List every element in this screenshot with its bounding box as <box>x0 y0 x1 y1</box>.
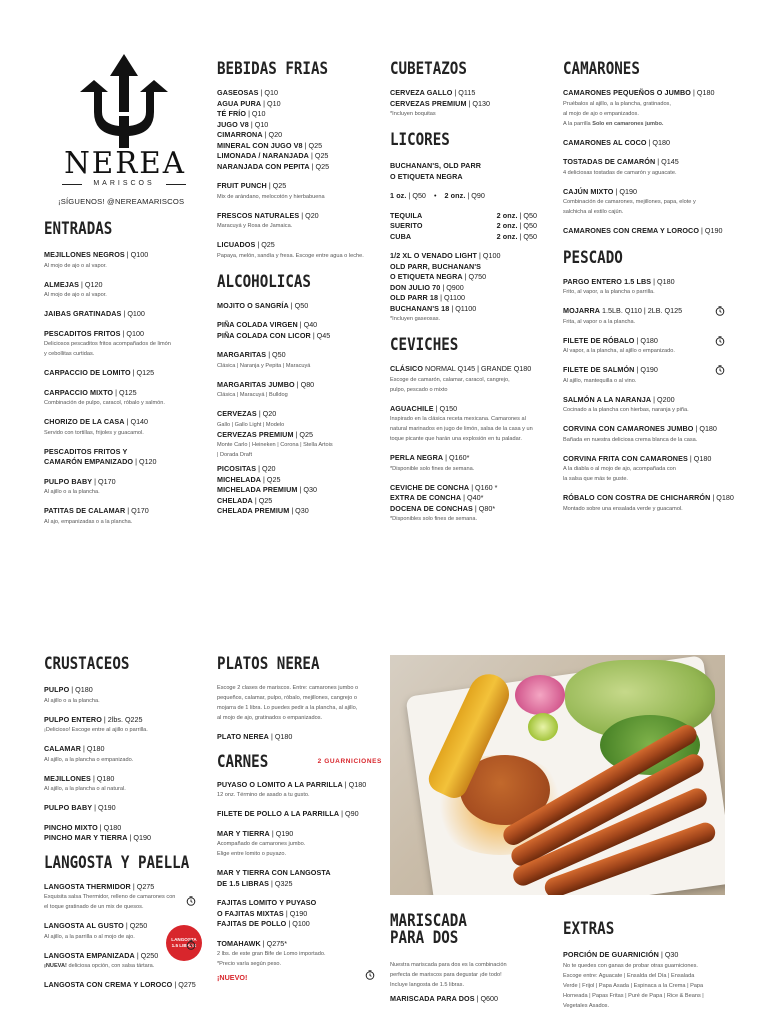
menu-item: FAJITAS LOMITO Y PUYASO <box>217 898 317 908</box>
menu-item: PUYASO O LOMITO A LA PARRILLA | Q180 <box>217 779 367 789</box>
item-desc: Mix de arándano, melocotón y hierbabuena <box>217 193 325 200</box>
menu-item: CHORIZO DE LA CASA | Q140 <box>44 417 149 427</box>
item-desc: Maracuyá y Rosa de Jamaica. <box>217 223 293 230</box>
item-desc: Pruébalos al ajillo, a la plancha, gratinados, <box>563 100 671 107</box>
spacer <box>44 468 204 477</box>
menu-item: FRESCOS NATURALES | Q20 <box>217 210 319 220</box>
spacer <box>44 814 204 823</box>
menu-item: DOCENA DE CONCHAS | Q80* <box>390 503 496 513</box>
menu-item: LANGOSTA AL GUSTO | Q250 <box>44 921 148 931</box>
menu-item: PINCHO MAR Y TIERRA | Q190 <box>44 833 151 843</box>
menu-item: CAMARONES PEQUEÑOS O JUMBO | Q180 <box>563 88 715 98</box>
menu-item: FRUIT PUNCH | Q25 <box>217 181 287 191</box>
lime-image <box>528 713 558 741</box>
menu-item: OLD PARR, BUCHANAN'S <box>390 261 482 271</box>
item-desc: natural marinados en jugo de limón, salsa de la casa y un <box>390 426 533 433</box>
spacer <box>563 445 733 454</box>
menu-item: CERVEZA GALLO | Q115 <box>390 88 476 98</box>
spacer <box>44 527 204 536</box>
menu-item: OLD PARR 18 | Q1100 <box>390 293 466 303</box>
item-desc: No te quedes con ganas de probar otras guarniciones. <box>563 962 698 969</box>
item-desc: ¡Delicioso! Escoge entre al ajillo o parrilla. <box>44 727 148 734</box>
item-desc: Al ajillo, a la plancha o al natural. <box>44 786 126 793</box>
shot-row: SUERITO 2 onz. | Q50 <box>390 221 537 231</box>
licores-line: O ETIQUETA NEGRA <box>390 171 463 181</box>
menu-item: FILETE DE POLLO A LA PARRILLA | Q90 <box>217 809 359 819</box>
spacer <box>44 320 204 329</box>
menu-item: PULPO BABY | Q170 <box>44 476 116 486</box>
item-desc: A la diabla o al mojo de ajo, acompañada con <box>563 466 676 473</box>
pescado-item <box>563 395 733 416</box>
spacer <box>44 735 204 744</box>
menu-item: PATITAS DE CALAMAR | Q170 <box>44 506 149 516</box>
dish-photo <box>390 655 725 895</box>
item-desc: Cocinado a la plancha con hierbas, naranja y piña. <box>563 407 689 414</box>
pescado-title: PESCADO <box>563 247 623 267</box>
menu-item: MARGARITAS JUMBO | Q80 <box>217 379 315 389</box>
item-desc: Nuestra mariscada para dos es la combinación <box>390 962 507 968</box>
menu-item: CIMARRONA | Q20 <box>217 130 283 140</box>
menu-item: GASEOSAS | Q10 <box>217 88 278 98</box>
entradas-title: ENTRADAS <box>44 219 113 238</box>
mariscada-section <box>390 912 555 1005</box>
item-desc: Servido con tortillas, frijoles y guacamol. <box>44 429 144 436</box>
menu-item: NARANJADA CON PEPITA | Q25 <box>217 161 330 171</box>
menu-item: CHELADA PREMIUM | Q30 <box>217 506 309 516</box>
menu-item: CAMARONES CON CREMA Y LOROCO | Q190 <box>563 226 723 236</box>
extras-title: EXTRAS <box>563 919 615 938</box>
item-desc: | Dorada Draft <box>217 452 253 459</box>
item-desc: al mojo de ajo o empanizados. <box>563 110 639 117</box>
item-desc: Elige entre lomito o puyazo. <box>217 851 287 858</box>
shot-row: TEQUILA 2 onz. | Q50 <box>390 210 537 220</box>
item-desc: 2 lbs. de este gran Bife de Lomo importado. <box>217 951 326 958</box>
item-desc: Escoge entre: Aguacate | Ensalda del Día | Ensalada <box>563 972 695 979</box>
menu-item: JUGO V8 | Q10 <box>217 119 269 129</box>
menu-item: TÉ FRÍO | Q10 <box>217 109 266 119</box>
pescado-list <box>563 277 733 523</box>
item-desc: el toque gratinado de un mix de quesos. <box>44 904 144 911</box>
spacer <box>563 514 733 523</box>
menu-item: LANGOSTA CON CREMA Y LOROCO | Q275 <box>44 980 196 990</box>
menu-item: CALAMAR | Q180 <box>44 744 105 754</box>
clock-icon <box>186 940 196 950</box>
spacer <box>44 300 204 309</box>
menu-item: FILETE DE SALMÓN | Q190 <box>563 365 658 375</box>
item-desc: A la parrilla Solo en camarones jumbo. <box>563 120 664 127</box>
item-desc: Incluye langosta de 1.5 libras. <box>390 982 465 988</box>
menu-item: DON JULIO 70 | Q900 <box>390 282 464 292</box>
menu-item: AGUA PURA | Q10 <box>217 98 281 108</box>
menu-item: BUCHANAN'S 18 | Q1100 <box>390 303 477 313</box>
menu-item: EXTRA DE CONCHA | Q40* <box>390 493 484 503</box>
menu-item: SALMÓN A LA NARANJA | Q200 <box>563 394 675 404</box>
menu-item: JAIBAS GRATINADAS | Q100 <box>44 309 145 319</box>
entradas-list <box>44 250 204 536</box>
menu-item: CARPACCIO DE LOMITO | Q125 <box>44 368 155 378</box>
item-desc: salchicha al estilo cajún. <box>563 209 624 216</box>
menu-item: MEJILLONES NEGROS | Q100 <box>44 250 149 260</box>
shots-list <box>390 211 555 243</box>
menu-item: TOMAHAWK | Q275* <box>217 938 288 948</box>
menu-item: FILETE DE RÓBALO | Q180 <box>563 335 658 345</box>
item-desc: 4 deliciosas tostadas de camarón y aguacate. <box>563 169 677 176</box>
item-desc: *Precio varía según peso. <box>217 961 282 968</box>
menu-item: CHELADA | Q25 <box>217 495 273 505</box>
cubetazos-title: CUBETAZOS <box>390 59 467 78</box>
menu-item: MOJARRA 1.5LB. Q110 | 2LB. Q125 <box>563 306 683 316</box>
menu-item: LIMONADA / NARANJADA | Q25 <box>217 151 329 161</box>
menu-item: FAJITAS DE POLLO | Q100 <box>217 919 310 929</box>
menu-item: MOJITO O SANGRÍA | Q50 <box>217 300 309 310</box>
item-desc: Al ajillo, a la plancha o empanizado. <box>44 756 134 763</box>
menu-item: PINCHO MIXTO | Q180 <box>44 822 122 832</box>
langosta-badge: LANGOSTA 1.5 LIBRAS <box>166 925 202 961</box>
item-desc: Escoge 2 clases de mariscos. Entre: camarones jumbo o <box>217 685 359 692</box>
item-desc: ¡NUEVA! deliciosa opción, con salsa tártara. <box>44 963 155 970</box>
item-desc: Frito, al vapor, a la plancha o parrilla. <box>563 289 655 296</box>
item-desc: Al ajillo, mantequilla o al vino. <box>563 377 637 384</box>
item-desc: Gallo | Gallo Light | Modelo <box>217 421 285 428</box>
item-desc: Verde | Frijol | Papa Asada | Espinaca a la Crema | Papa <box>563 982 704 989</box>
item-note: *Disponibles solo fines de semana. <box>390 516 478 523</box>
menu-item: CEVICHE DE CONCHA | Q160 * <box>390 482 498 492</box>
spacer <box>44 765 204 774</box>
brand-subtitle: MARISCOS <box>62 180 186 187</box>
menu-item: AGUACHILE | Q150 <box>390 403 458 413</box>
bebidas-list <box>217 88 382 172</box>
pescado-item <box>563 493 733 514</box>
brand-name: NEREA <box>64 146 186 181</box>
spacer <box>563 297 733 306</box>
item-desc: y cebollitas curtidas. <box>44 351 95 358</box>
menu-item: PICOSITAS | Q20 <box>217 464 276 474</box>
item-desc: pequeños, calamar, pulpo, róbalo, mejillones, cangrejo o <box>217 695 357 702</box>
clock-icon <box>365 970 375 980</box>
menu-item: CAMARONES AL COCO | Q180 <box>563 137 671 147</box>
menu-item: PULPO | Q180 <box>44 685 93 695</box>
menu-item: CLÁSICO NORMAL Q145 | GRANDE Q180 <box>390 364 532 374</box>
clock-icon <box>715 365 725 375</box>
menu-item: MICHELADA PREMIUM | Q30 <box>217 485 317 495</box>
picositas-list <box>217 464 382 517</box>
menu-item: PULPO BABY | Q190 <box>44 803 116 813</box>
menu-item: LANGOSTA THERMIDOR | Q275 <box>44 881 155 891</box>
item-desc: Al mojo de ajo o al vapor. <box>44 262 107 269</box>
menu-item: CERVEZAS PREMIUM | Q25 <box>217 429 313 439</box>
item-desc: Combinación de camarones, mejillones, papa, elote y <box>563 199 696 206</box>
menu-item: CERVEZAS PREMIUM | Q130 <box>390 98 490 108</box>
menu-item: PIÑA COLADA VIRGEN | Q40 <box>217 320 318 330</box>
menu-item: PLATO NEREA | Q180 <box>217 732 293 742</box>
spacer <box>44 497 204 506</box>
menu-item: LANGOSTA EMPANIZADA | Q250 <box>44 950 159 960</box>
licores-oz: 1 oz. | Q50 • 2 onz. | Q90 <box>390 191 485 201</box>
menu-item: PIÑA COLADA CON LICOR | Q45 <box>217 330 331 340</box>
item-desc: Acompañado de camarones jumbo. <box>217 841 306 848</box>
menu-item: MAR Y TIERRA CON LANGOSTA <box>217 868 331 878</box>
item-desc: Al ajillo o a la plancha. <box>44 489 100 496</box>
spacer <box>563 356 733 365</box>
item-desc: Montado sobre una ensalada verde y guacamol. <box>563 505 683 512</box>
item-desc: Bañada en nuestra deliciosa crema blanca de la casa. <box>563 436 698 443</box>
menu-item: MAR Y TIERRA | Q190 <box>217 828 294 838</box>
spacer <box>44 379 204 388</box>
social-handle: ¡SÍGUENOS! @NEREAMARISCOS <box>58 197 185 206</box>
menu-item: CERVEZAS | Q20 <box>217 409 277 419</box>
menu-item: ALMEJAS | Q120 <box>44 279 103 289</box>
item-desc: Clásica | Maracuyá | Bulldog <box>217 392 288 399</box>
menu-item: CAMARÓN EMPANIZADO | Q120 <box>44 457 157 467</box>
menu-item: PESCADITOS FRITOS | Q100 <box>44 328 144 338</box>
item-note: *Incluyen gaseosas. <box>390 316 441 323</box>
item-desc: Frita, al vapor o a la plancha. <box>563 318 636 325</box>
menu-item: 1/2 XL O VENADO LIGHT | Q100 <box>390 251 501 261</box>
carnes-title: CARNES <box>217 751 269 771</box>
menu-item: MARISCADA PARA DOS | Q600 <box>390 994 499 1003</box>
item-desc: Monte Carlo | Heineken | Corona | Stella Artois <box>217 442 333 449</box>
item-desc: la salsa que más te guste. <box>563 476 628 483</box>
pescado-item <box>563 277 733 298</box>
pescado-item <box>563 336 733 357</box>
pescado-item <box>563 365 733 386</box>
menu-item: PORCIÓN DE GUARNICIÓN | Q30 <box>563 950 679 960</box>
pescado-item <box>563 306 733 327</box>
spacer <box>563 484 733 493</box>
item-note: *Disponible solo fines de semana. <box>390 465 475 472</box>
spacer <box>44 271 204 280</box>
item-desc: Combinación de pulpo, caracol, róbalo y salmón. <box>44 400 165 407</box>
menu-item: CORVINA CON CAMARONES JUMBO | Q180 <box>563 424 717 434</box>
clock-icon <box>186 896 196 906</box>
crustaceos-title: CRUSTACEOS <box>44 654 130 673</box>
spacer <box>44 359 204 368</box>
item-desc: mojarra de 1 libra. Lo puedes pedir a la plancha, al ajillo, <box>217 705 358 712</box>
item-desc: Escoge de camarón, calamar, caracol, cangrejo, <box>390 376 510 383</box>
spacer <box>44 794 204 803</box>
nuevo-label: ¡NUEVO! <box>217 973 248 983</box>
item-desc: pulpo, pescado o mixto <box>390 386 448 393</box>
bebidas-title: BEBIDAS FRIAS <box>217 59 329 78</box>
menu-item: PARGO ENTERO 1.5 LBS | Q180 <box>563 276 675 286</box>
item-desc: Clásica | Naranja y Pepita | Maracuyá <box>217 362 311 369</box>
menu-item: PULPO ENTERO | 2lbs. Q225 <box>44 714 143 724</box>
item-desc: Horneada | Papas Fritas | Puré de Papa | Rice & Beans | <box>563 992 704 999</box>
cubetazos-section <box>390 60 555 524</box>
item-desc: Al vapor, a la plancha, al ajillo o empanizado. <box>563 348 675 355</box>
item-desc: Papaya, melón, sandía y fresa. Escoge entre agua o leche. <box>217 252 364 259</box>
menu-item: MINERAL CON JUGO V8 | Q25 <box>217 140 323 150</box>
trident-logo-icon <box>58 52 190 152</box>
menu-item: CARPACCIO MIXTO | Q125 <box>44 387 137 397</box>
clock-icon <box>715 306 725 316</box>
clock-icon <box>715 336 725 346</box>
item-desc: toque picante que harán una explosión en tu paladar. <box>390 436 522 443</box>
item-desc: Al ajillo, a la parrilla o al mojo de ajo. <box>44 933 135 940</box>
menu-item: CORVINA FRITA CON CAMARONES | Q180 <box>563 453 712 463</box>
menu-item: TOSTADAS DE CAMARÓN | Q145 <box>563 157 679 167</box>
mariscada-title: MARISCADA PARA DOS <box>390 911 467 947</box>
menu-item: MICHELADA | Q25 <box>217 474 281 484</box>
menu-item: PERLA NEGRA | Q160* <box>390 453 470 463</box>
menu-item: MARGARITAS | Q50 <box>217 350 286 360</box>
platos-section <box>217 655 382 984</box>
menu-item: O ETIQUETA NEGRA | Q750 <box>390 272 487 282</box>
menu-item: PESCADITOS FRITOS Y <box>44 446 128 456</box>
spacer <box>44 408 204 417</box>
item-desc: al mojo de ajo, gratinados o empanizados. <box>217 715 323 722</box>
item-desc: Exquisita salsa Thermidor, relleno de camarones con <box>44 894 176 901</box>
camarones-title: CAMARONES <box>563 59 640 78</box>
extras-section <box>563 920 733 1011</box>
menu-item: RÓBALO CON COSTRA DE CHICHARRÓN | Q180 <box>563 493 734 503</box>
menu-item: O FAJITAS MIXTAS | Q190 <box>217 908 308 918</box>
menu-item: LICUADOS | Q25 <box>217 240 275 250</box>
crustaceos-list <box>44 685 204 823</box>
item-desc: Al ajillo o a la plancha. <box>44 697 100 704</box>
spacer <box>563 415 733 424</box>
bebidas-section <box>217 60 382 517</box>
item-desc: Deliciosos pescaditos fritos acompañados de limón <box>44 341 171 348</box>
menu-item: MEJILLONES | Q180 <box>44 773 115 783</box>
spacer <box>44 438 204 447</box>
licores-line: BUCHANAN'S, OLD PARR <box>390 161 482 171</box>
spacer <box>563 386 733 395</box>
menu-item: DE 1.5 LIBRAS | Q325 <box>217 878 293 888</box>
item-desc: perfecta de mariscos para degustar ¡de todo! <box>390 972 502 978</box>
spacer <box>44 706 204 715</box>
alcoholicas-title: ALCOHOLICAS <box>217 271 311 291</box>
item-note: *Incluyen boquitas <box>390 111 436 118</box>
shot-row: CUBA 2 onz. | Q50 <box>390 231 537 241</box>
spacer <box>563 327 733 336</box>
onion-image <box>515 675 565 715</box>
item-desc: Al mojo de ajo o al vapor. <box>44 292 107 299</box>
pescado-item <box>563 454 733 485</box>
langosta-title: LANGOSTA Y PAELLA <box>44 852 190 872</box>
item-desc: Al ajo, empanizadas o a la plancha. <box>44 518 133 525</box>
item-desc: 12 onz. Término de asado a tu gusto. <box>217 792 310 799</box>
item-desc: Inspirado en la clásica receta mexicana. Camarones al <box>390 416 526 423</box>
platos-title: PLATOS NEREA <box>217 654 320 673</box>
camarones-section <box>563 60 733 523</box>
ceviches-title: CEVICHES <box>390 335 459 355</box>
item-desc: Vegetales Asados. <box>563 1002 610 1009</box>
pescado-item <box>563 424 733 445</box>
entradas-section <box>44 220 204 536</box>
licores-title: LICORES <box>390 130 450 150</box>
guarniciones-tag: 2 GUARNICIONES <box>317 758 382 766</box>
menu-item: CAJÚN MIXTO | Q190 <box>563 186 637 196</box>
